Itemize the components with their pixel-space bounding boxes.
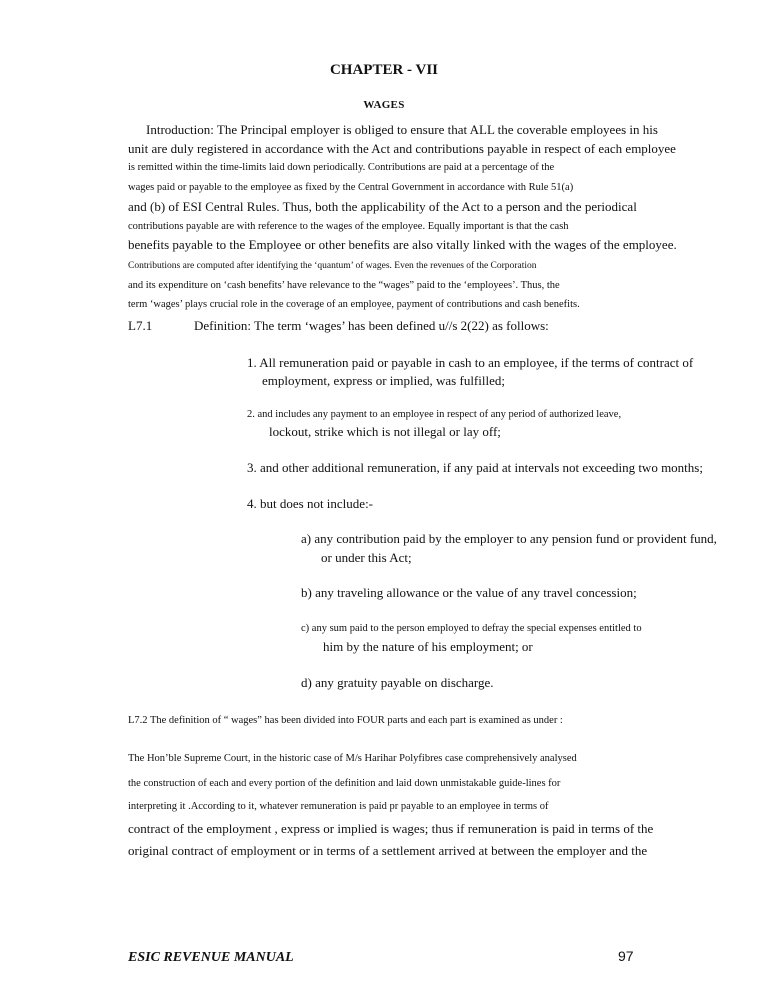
intro-line-5: and (b) of ESI Central Rules. Thus, both the applicability of the Act to a person and the periodical [128,199,637,214]
section-number-l71: L7.1 [128,318,153,333]
exclusion-b: b) any traveling allowance or the value of any travel concession; [301,585,637,600]
intro-line-10: term ‘wages’ plays crucial role in the coverage of an employee, payment of contributions and cash benefits. [128,299,580,310]
definition-heading: Definition: The term ‘wages’ has been defined u//s 2(22) as follows: [194,318,549,333]
court-line-3: interpreting it .According to it, whatever remuneration is paid pr payable to an employee in terms of [128,801,549,812]
definition-item-3: 3. and other additional remuneration, if any paid at intervals not exceeding two months; [247,460,703,475]
intro-line-7: benefits payable to the Employee or other benefits are also vitally linked with the wages of the employee. [128,237,677,252]
court-line-5: original contract of employment or in terms of a settlement arrived at between the employer and the [128,843,648,858]
intro-line-2: unit are duly registered in accordance with the Act and contributions payable in respect of each employee [128,141,676,156]
intro-line-1: Introduction: The Principal employer is obliged to ensure that ALL the coverable employees in his [146,122,658,137]
intro-line-4: wages paid or payable to the employee as fixed by the Central Government in accordance with Rule 51(a) [128,182,574,193]
chapter-title: CHAPTER - VII [329,62,439,78]
intro-line-6: contributions payable are with reference to the wages of the employee. Equally important is that the cash [128,221,569,232]
exclusion-a-cont: or under this Act; [321,550,412,565]
footer-manual-title: ESIC REVENUE MANUAL [128,950,294,965]
section-title: WAGES [363,99,405,111]
definition-item-2-cont: lockout, strike which is not illegal or lay off; [269,424,501,439]
intro-line-9: and its expenditure on ‘cash benefits’ have relevance to the “wages” paid to the ‘employees’. Thus, the [128,280,560,291]
page-number: 97 [618,948,634,964]
exclusion-d: d) any gratuity payable on discharge. [301,675,494,690]
intro-line-3: is remitted within the time-limits laid down periodically. Contributions are paid at a percentage of the [128,162,555,173]
intro-line-8: Contributions are computed after identifying the ‘quantum’ of wages. Even the revenues of the Corporation [128,261,537,271]
exclusion-c: c) any sum paid to the person employed to defray the special expenses entitled to [301,623,642,634]
definition-item-2: 2. and includes any payment to an employee in respect of any period of authorized leave, [247,409,622,420]
section-l72: L7.2 The definition of “ wages” has been divided into FOUR parts and each part is examined as under : [128,715,563,726]
exclusion-c-cont: him by the nature of his employment; or [323,639,533,654]
court-line-1: The Hon’ble Supreme Court, in the historic case of M/s Harihar Polyfibres case comprehensively analysed [128,753,577,764]
definition-item-1-cont: employment, express or implied, was fulfilled; [262,373,505,388]
court-line-2: the construction of each and every portion of the definition and laid down unmistakable guide-lines for [128,778,561,789]
definition-item-4: 4. but does not include:- [247,496,374,511]
definition-item-1: 1. All remuneration paid or payable in cash to an employee, if the terms of contract of [247,355,694,370]
exclusion-a: a) any contribution paid by the employer to any pension fund or provident fund, [301,531,717,546]
court-line-4: contract of the employment , express or implied is wages; thus if remuneration is paid in terms of the [128,821,654,836]
